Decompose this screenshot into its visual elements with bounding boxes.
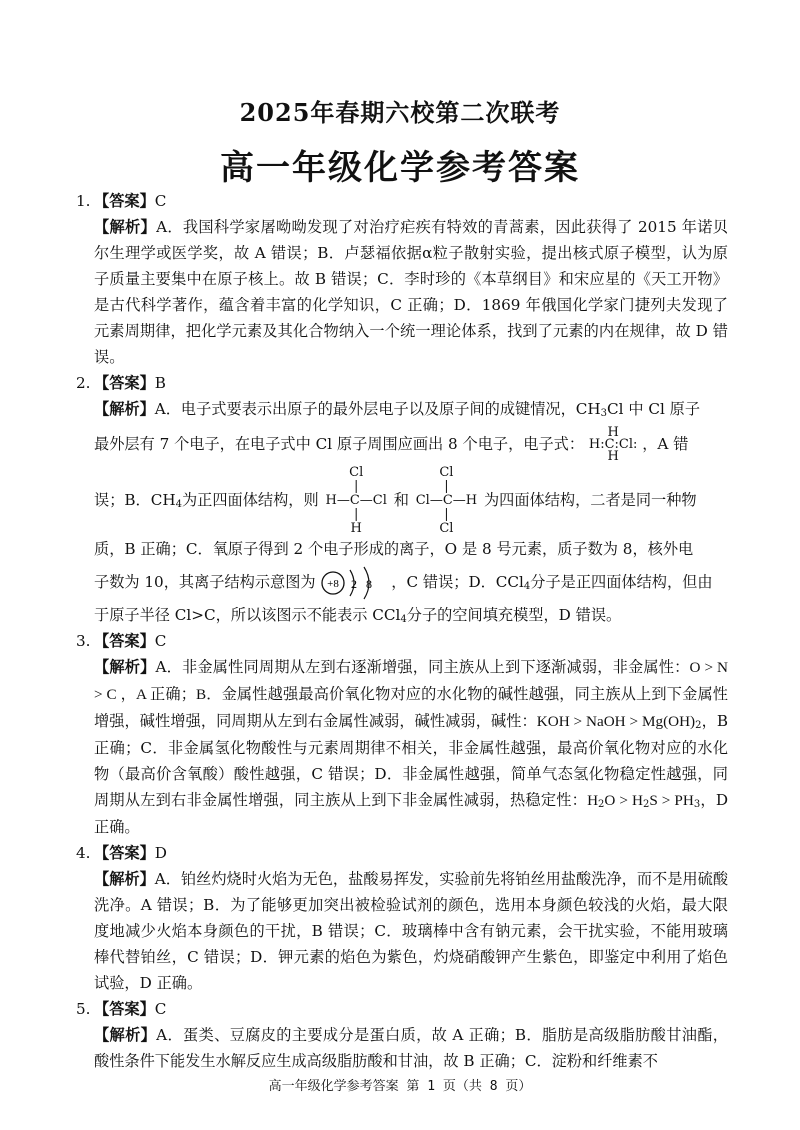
formula-text: S > PH	[649, 792, 694, 809]
analysis-text: A．我国科学家屠呦呦发现了对治疗疟疾有特效的青蒿素，因此获得了 2015 年诺贝尔生理学或医学奖，故 A 错误；B．卢瑟福依据α粒子散射实验，提出核式原子模型，认为原子质量主要集中在原子核上。故 B 错误；C．李时珍的《本草纲目》和宋应星的《天工开物》是古代科学著作，蕴含着丰富的化学知识，C 正确；D．1869 年俄国化学家门捷列夫发现了元素周期律，把化学元素及其化合物纳入一个统一理论体系，找到了元素的内在规律，故 D 错误。	[94, 218, 728, 366]
analysis-text: 最外层有 7 个电子，在电子式中 Cl 原子周围应画出 8 个电子，电子式：	[94, 435, 585, 453]
question-5	[78, 996, 728, 1074]
question-2	[78, 370, 728, 628]
answer-label: 【答案】	[94, 632, 155, 650]
formula-atom: H	[607, 425, 619, 440]
exam-title: 2025年春期六校第二次联考	[239, 98, 561, 127]
answer-label: 【答案】	[94, 844, 155, 862]
subscript: 3	[600, 408, 608, 419]
analysis-text: ，C 错误；D．CCl	[391, 573, 524, 591]
question-number: 5.	[76, 1000, 91, 1018]
subscript: 2	[642, 799, 650, 810]
question-number: 4.	[76, 844, 91, 862]
analysis-text: ，B 正确；C．非金属氢化物酸性与元素周期律不相关，非金属性越强，最高价氧化物对应的水化物（最高价含氧酸）酸性越强，C 错误；D．非金属性越强，简单气态氢化物稳定性越强，同周期从左到右非金属性增强，同主族从上到下非金属性减弱，热稳定性：	[94, 712, 729, 809]
formula-row: H—C—Cl	[325, 493, 387, 508]
formula-text: H	[587, 792, 599, 809]
analysis-text: Cl 中 Cl 原子	[607, 400, 701, 418]
shell-electrons-1: 2	[351, 577, 358, 591]
formula-atom: H	[607, 449, 619, 464]
answer-value: B	[154, 374, 166, 392]
analysis-text: ，D 正确。	[94, 791, 728, 836]
analysis-text: ，A 错	[642, 435, 689, 453]
analysis-label: 【解析】	[94, 1026, 157, 1044]
analysis-text: 误；B．CH	[94, 491, 176, 509]
answer-value: C	[154, 1000, 167, 1018]
subscript: 4	[400, 614, 407, 625]
answer-label: 【答案】	[94, 192, 155, 210]
subscript: 4	[523, 581, 531, 592]
analysis-text: 子数为 10，其离子结构示意图为	[94, 573, 316, 591]
formula-text: O > H	[604, 792, 643, 809]
oxide-ion-structure-diagram	[320, 564, 386, 602]
question-4	[78, 840, 728, 996]
nucleus-charge: +8	[327, 578, 340, 590]
structural-formula-1: Cl | H—C—Cl | H	[325, 465, 387, 536]
subscript: 4	[175, 499, 182, 510]
analysis-label: 【解析】	[94, 870, 155, 888]
analysis-text: A．非金属性同周期从左到右逐渐增强，同主族从上到下逐渐减弱，非金属性：	[155, 658, 690, 676]
analysis-text: 为四面体结构，二者是同一种物	[483, 491, 697, 509]
analysis-text: A．铂丝灼烧时火焰为无色，盐酸易挥发，实验前先将铂丝用盐酸洗净，而不是用硫酸洗净。A 错误；B．为了能够更加突出被检验试剂的颜色，选用本身颜色较浅的火焰，最大限度地减少火焰本身颜色的干扰，B 错误；C．玻璃棒中含有钠元素，会干扰实验，不能用玻璃棒代替铂丝，C 错误；D．钾元素的焰色为紫色，灼烧硝酸钾产生紫色，即鉴定中利用了焰色试验，D 正确。	[94, 870, 729, 992]
shell-electrons-2: 8	[366, 577, 373, 591]
analysis-label: 【解析】	[94, 400, 155, 418]
answer-value: D	[154, 844, 167, 862]
answer-body	[78, 188, 728, 1074]
analysis-label: 【解析】	[94, 218, 157, 236]
answer-value: C	[154, 632, 167, 650]
subject-title: 高一年级化学参考答案	[220, 148, 580, 188]
structural-formula-2: Cl | Cl—C—H | Cl	[415, 465, 478, 536]
formula-text: KOH > NaOH > Mg(OH)	[536, 713, 696, 730]
answer-label: 【答案】	[94, 1000, 155, 1018]
subscript: 2	[695, 720, 702, 731]
analysis-text: O > N > C ，A 正确；B．金属性越强最高价氧化物对应的水化物的碱性越强，同主族从上到下金属性增强，碱性增强，同周期从左到右金属性减弱，碱性减弱，碱性：	[94, 659, 728, 730]
subscript: 2	[598, 799, 605, 810]
analysis-text: 于原子半径 Cl>C，所以该图示不能表示 CCl	[94, 606, 401, 624]
answer-value: C	[154, 192, 167, 210]
analysis-text: A．蛋类、豆腐皮的主要成分是蛋白质，故 A 正确；B．脂肪是高级脂肪酸甘油酯，酸性条件下能发生水解反应生成高级脂肪酸和甘油，故 B 正确；C．淀粉和纤维素不	[94, 1026, 728, 1070]
analysis-text: 质，B 正确；C．氧原子得到 2 个电子形成的离子，O 是 8 号元素，质子数为 8，核外电	[94, 540, 694, 558]
formula-atom: Cl	[439, 521, 454, 536]
analysis-text: 和	[393, 491, 409, 509]
formula-atom: Cl	[439, 465, 454, 480]
page-footer: 高一年级化学参考答案 第 1 页（共 8 页）	[268, 1079, 532, 1094]
question-1	[78, 188, 728, 370]
analysis-text: 分子是正四面体结构，但由	[530, 573, 713, 591]
answer-label: 【答案】	[94, 374, 155, 392]
question-number: 1.	[76, 192, 91, 210]
formula-row: Cl—C—H	[415, 493, 478, 508]
formula-atom: Cl	[349, 465, 364, 480]
subscript: 3	[693, 799, 701, 810]
analysis-label: 【解析】	[94, 658, 156, 676]
formula-row: H:C:Cl:	[588, 437, 638, 452]
question-3	[78, 628, 728, 840]
electron-formula-ch3cl	[589, 427, 638, 463]
question-number: 2.	[76, 374, 91, 392]
analysis-text: 为正四面体结构，则	[181, 491, 319, 509]
question-number: 3.	[76, 632, 91, 650]
analysis-text: 分子的空间填充模型，D 错误。	[406, 606, 622, 624]
analysis-text: A．电子式要表示出原子的最外层电子以及原子间的成键情况，CH	[154, 400, 601, 418]
formula-atom: H	[350, 521, 362, 536]
